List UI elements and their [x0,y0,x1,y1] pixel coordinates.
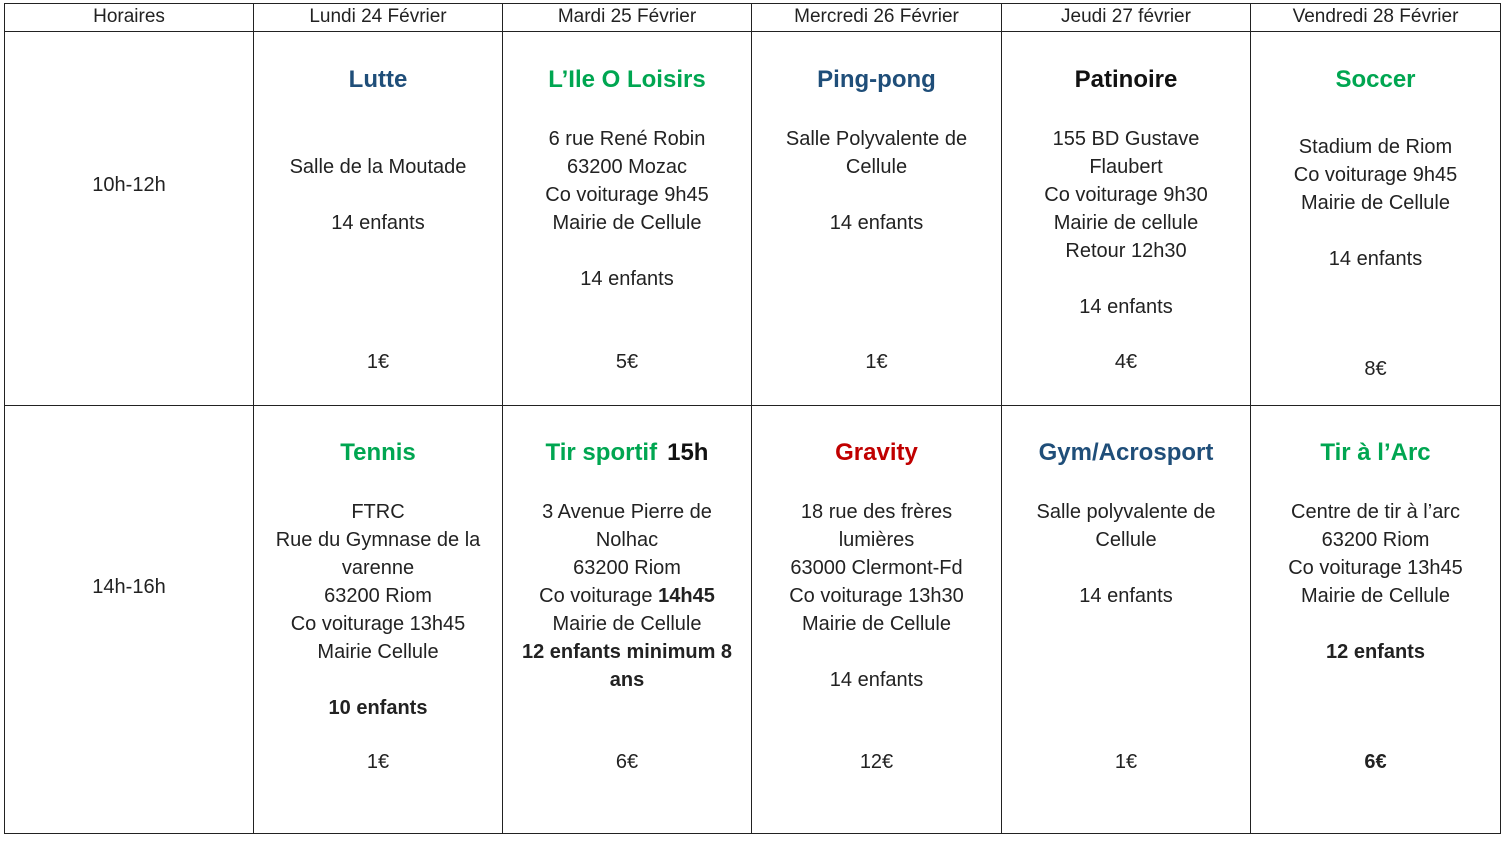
activity-detail-line: Rue du Gymnase de la [275,529,481,551]
time-slot-afternoon: 14h-16h [92,576,166,598]
activity-title [752,66,1001,94]
time-slot-morning: 10h-12h [92,174,166,196]
activity-title-text: Tir à l’Arc [1320,439,1431,466]
blank-line [752,638,1001,666]
activity-cell [752,439,1001,694]
activity-detail-line: 14 enfants [829,669,924,691]
activity-title [503,439,751,467]
activity-title-text: Lutte [348,66,408,93]
activity-title-text: Gravity [835,439,918,466]
activity-cell [1251,439,1500,666]
activity-cell [503,439,751,694]
activity-title-time: 15h [667,439,709,466]
activity-detail-line: 63200 Riom [324,585,432,607]
activity-title [503,66,751,94]
spacer [503,467,751,498]
activity-price: 1€ [366,751,390,773]
activity-price: 1€ [865,351,888,373]
blank-line [254,181,502,209]
activity-detail-line: Mairie de Cellule [552,212,702,234]
blank-line [254,666,502,694]
activity-price: 5€ [615,351,639,373]
activity-detail-line: Mairie Cellule [317,641,439,663]
activity-detail-line: Co voiturage 9h45 [1293,164,1458,186]
activity-detail-line: Mairie de Cellule [802,613,951,635]
activity-title-text: Soccer [1335,66,1416,93]
activity-title-text: Patinoire [1074,66,1178,93]
spacer [1002,94,1250,125]
activity-title-text: Ping-pong [817,66,936,93]
activity-detail-line: Mairie de Cellule [1301,192,1450,214]
carpool-time: 14h45 [652,585,715,607]
col-border [1500,3,1501,834]
spacer [1251,467,1500,498]
activity-title-text: L’Ile O Loisirs [548,66,706,93]
activity-detail-line: 10 enfants [328,697,428,719]
activity-price: 4€ [1114,351,1138,373]
spacer [752,94,1001,125]
activity-detail-line: 18 rue des frères [800,501,953,523]
activity-detail-line: 12 enfants [1326,641,1425,663]
activity-title [752,439,1001,467]
activity-title [1251,439,1500,467]
activity-detail-line: 63000 Clermont-Fd [790,557,963,579]
activity-title [254,439,502,467]
activity-price: 1€ [1114,751,1138,773]
activity-detail-line: 14 enfants [331,212,425,234]
row-divider [4,405,1501,406]
activity-detail-line: Mairie de cellule [1053,212,1199,234]
activity-title-text: Gym/Acrosport [1038,439,1214,466]
activity-cell [1002,439,1250,610]
activity-detail-line: Co voiturage 9h45 [545,184,709,206]
spacer [503,94,751,125]
activity-title-text: Tennis [340,439,416,466]
blank-line [1251,217,1500,245]
blank-line [503,237,751,265]
activity-detail-line: Stadium de Riom [1298,136,1453,158]
activity-detail-line: Cellule [1095,529,1157,551]
activity-cell [1251,66,1500,273]
activity-detail-line: 14 enfants [829,212,924,234]
activity-detail-line: Nolhac [595,529,659,551]
header-times: Horaires [93,6,165,27]
activity-detail-line: 63200 Riom [573,557,681,579]
activity-detail-line: Co voiturage 13h30 [789,585,964,607]
activity-detail-line: 14 enfants [1079,296,1173,318]
activity-detail-line: Co voiturage 9h30 [1044,184,1208,206]
activity-detail-line: Co voiturage 13h45 [1288,557,1463,579]
activity-detail-line: 12 enfants minimum 8 [521,641,733,663]
blank-line [1002,265,1250,293]
header-day-friday: Vendredi 28 Février [1292,6,1459,27]
spacer [1002,467,1250,498]
activity-price: 6€ [1364,751,1387,773]
activity-detail-line: 6 rue René Robin [548,128,706,150]
activity-cell [752,66,1001,237]
activity-detail-line: 14 enfants [1328,248,1423,270]
activity-title [1251,66,1500,94]
blank-line [254,125,502,153]
activity-detail-line: Retour 12h30 [1065,240,1187,262]
activity-cell [254,439,502,722]
activity-detail-line: Co voiturage 13h45 [290,613,466,635]
spacer [752,467,1001,498]
header-day-tuesday: Mardi 25 Février [557,6,697,27]
activity-price: 12€ [859,751,894,773]
spacer [254,467,502,498]
activity-detail-line: 14 enfants [1079,585,1173,607]
activity-detail-line: FTRC [351,501,405,523]
activity-detail-line: Flaubert [1089,156,1163,178]
col-border [4,3,5,834]
table-border-bottom [4,833,1501,834]
activity-detail-line: Salle polyvalente de [1036,501,1216,523]
activity-detail-line: Mairie de Cellule [552,613,702,635]
activity-detail-line: Salle de la Moutade [289,156,467,178]
header-day-monday: Lundi 24 Février [309,6,447,27]
header-divider [4,31,1501,32]
activity-detail-line: 3 Avenue Pierre de [542,501,712,523]
spacer [1251,94,1500,133]
activity-cell [503,66,751,293]
activity-detail-line: Mairie de Cellule [1301,585,1450,607]
activity-detail-line: 63200 Riom [1321,529,1430,551]
activity-detail-line: Cellule [845,156,908,178]
header-day-thursday: Jeudi 27 février [1061,6,1191,27]
activity-price: 8€ [1364,358,1387,380]
activity-cell [254,66,502,237]
activity-detail-line: Co voiturage 14h45 [539,585,715,607]
activity-detail-line: lumières [838,529,915,551]
header-day-wednesday: Mercredi 26 Février [794,6,959,27]
blank-line [752,181,1001,209]
blank-line [1002,554,1250,582]
activity-title-text: Tir sportif [545,439,658,466]
activity-title [1002,66,1250,94]
blank-line [1251,610,1500,638]
activity-detail-line: 63200 Mozac [566,156,688,178]
activity-price: 1€ [366,351,390,373]
activity-price: 6€ [615,751,639,773]
activity-detail-line: varenne [341,557,415,579]
activity-detail-line: 14 enfants [580,268,674,290]
activity-detail-line: ans [609,669,645,691]
activity-detail-line: Centre de tir à l’arc [1291,501,1460,523]
activity-cell [1002,66,1250,321]
activity-detail-line: Salle Polyvalente de [785,128,968,150]
activity-detail-line: 155 BD Gustave [1052,128,1200,150]
activity-title [254,66,502,94]
spacer [254,94,502,125]
activity-title [1002,439,1250,467]
